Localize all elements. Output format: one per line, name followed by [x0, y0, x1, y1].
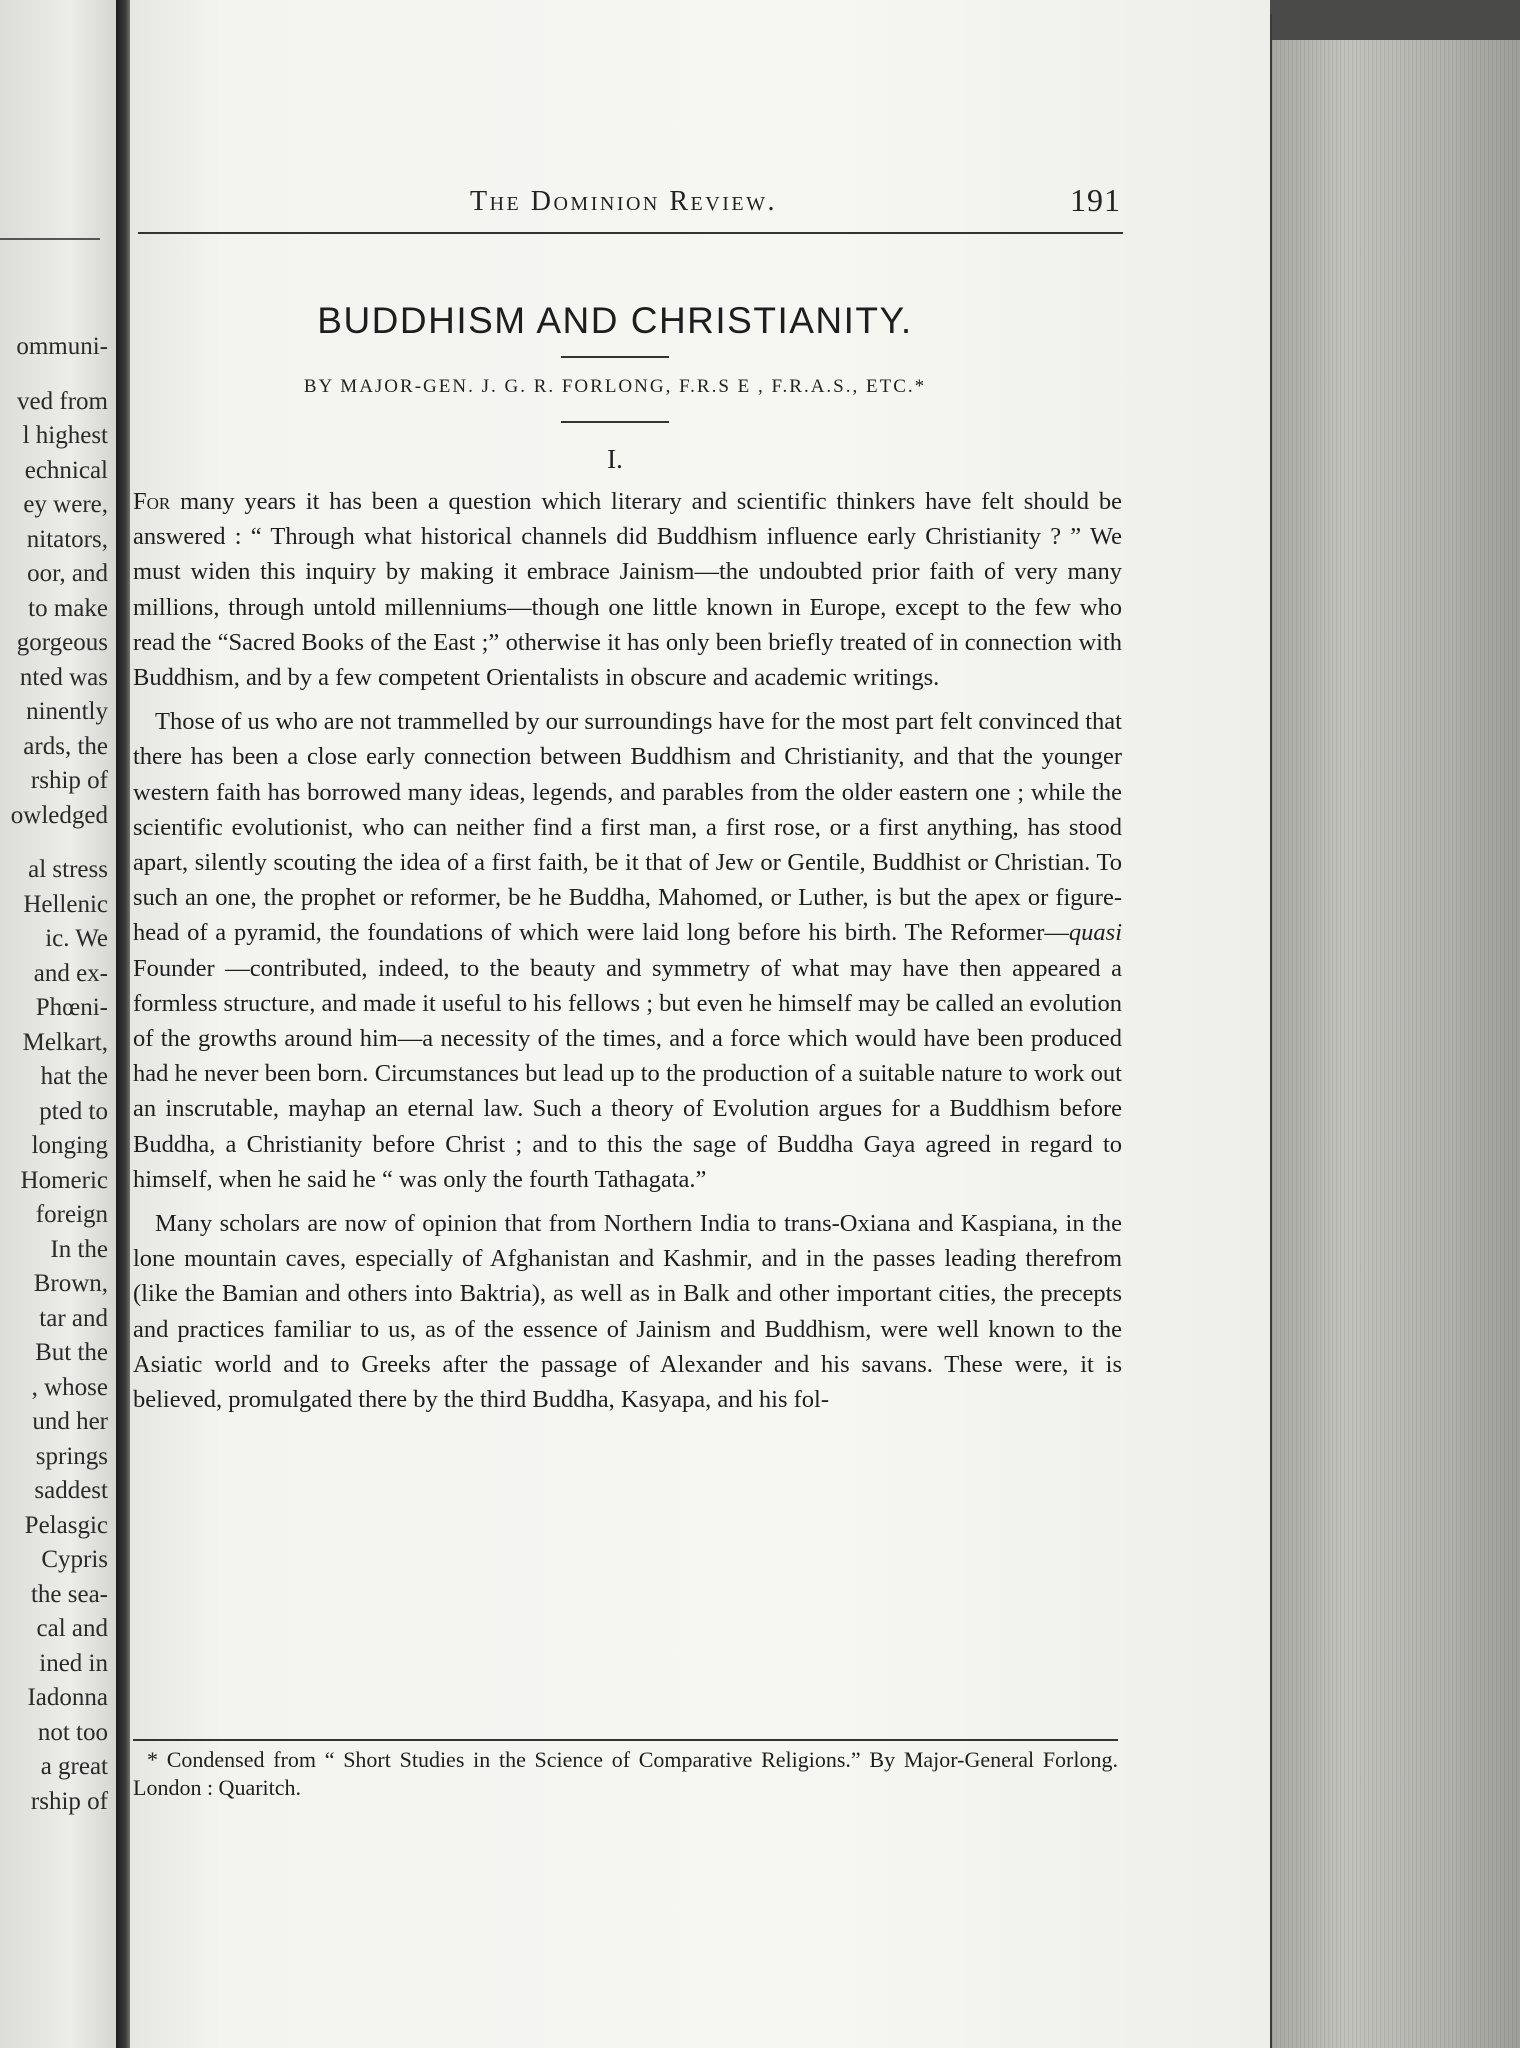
paragraph-3: Many scholars are now of opinion that from Northern India to trans-Oxiana and Kaspiana, in the lone mountain caves, especially of Afghanistan and Kashmir, and in the passes leading therefrom (like the Bamian and others into Baktria), as well as in Balk and other important cities, the precepts and practices familiar to us, as of the essence of Jainism and Buddhism, were well known to the Asiatic world and to Greeks after the passage of Alexander and his savans. These were, it is believed, promulgated there by the third Buddha, Kasyapa, and his fol-	[133, 1210, 1122, 1414]
facing-page-line: , whose	[31, 1373, 108, 1401]
facing-page-line: Melkart,	[22, 1028, 108, 1056]
facing-page-line: nitators,	[26, 525, 108, 553]
title-rule	[561, 356, 669, 358]
page-number: 191	[1070, 182, 1121, 218]
facing-page-line: Cypris	[41, 1546, 108, 1573]
facing-page-line: In the	[50, 1235, 108, 1263]
facing-page-line: Iadonna	[27, 1684, 108, 1711]
facing-page-rule	[0, 238, 100, 240]
paragraph-2-italic: quasi	[1068, 919, 1122, 947]
footnote: * Condensed from “ Short Studies in the Science of Comparative Religions.” By Major-General Forlong. London : Quaritch.	[133, 1747, 1118, 1800]
facing-page-line: But the	[35, 1339, 108, 1366]
facing-page-line: nted was	[19, 663, 108, 691]
facing-page-line: ey were,	[23, 491, 108, 518]
facing-page-line: Brown,	[33, 1270, 108, 1297]
facing-page-line: ninently	[26, 698, 108, 725]
article-byline: BY MAJOR-GEN. J. G. R. FORLONG, F.R.S E , F.R.A.S., ETC.*	[303, 376, 927, 397]
facing-page-line: saddest	[34, 1477, 108, 1504]
facing-page-line: springs	[35, 1442, 108, 1470]
paragraph-2	[133, 704, 1122, 1197]
facing-page-line: Hellenic	[23, 890, 108, 918]
section-number: I.	[607, 444, 623, 474]
page-header	[140, 182, 1125, 232]
facing-page-line: pted to	[39, 1097, 108, 1125]
facing-page-line: oor, and	[27, 560, 108, 587]
facing-page-line: a great	[40, 1753, 108, 1780]
facing-page-line: gorgeous	[16, 629, 108, 656]
facing-page-line: foreign	[35, 1201, 108, 1228]
facing-page-line: ved from	[17, 387, 108, 415]
footnote-rule	[133, 1739, 1118, 1741]
article-title: BUDDHISM AND CHRISTIANITY.	[317, 300, 913, 341]
facing-page-line: to make	[28, 594, 108, 622]
facing-page-line: Pelasgic	[24, 1511, 108, 1539]
facing-page-text	[11, 330, 108, 1819]
facing-page-line: ic. We	[45, 925, 108, 952]
facing-page-line: ards, the	[23, 732, 108, 760]
header-rule	[138, 232, 1123, 234]
facing-page-line: al stress	[28, 856, 108, 883]
facing-page-line: ommuni-	[16, 333, 108, 360]
facing-page-line	[11, 833, 108, 853]
facing-page-line: und her	[32, 1408, 108, 1435]
facing-page-line: cal and	[36, 1615, 108, 1642]
facing-page-line: hat the	[40, 1063, 108, 1090]
facing-page-line: not too	[37, 1718, 108, 1746]
facing-page-line: the sea-	[30, 1580, 108, 1608]
page-edge-block	[1272, 0, 1520, 2048]
running-head: The Dominion Review.	[470, 186, 777, 217]
paragraph-2-text-b: Founder —contributed, indeed, to the beauty and symmetry of what may have then appeared a formless structure, and made it useful to his fellows ; but even he himself may be called an evolution of the growths around him—a necessity of the times, and a force which would have been produced had he never been born. Circumstances but lead up to the production of a suitable nature to work out an inscrutable, mayhap an eternal law. Such a theory of Evolution argues for a Buddhism before Buddha, a Christianity before Christ ; and to this the sage of Buddha Gaya agreed in regard to himself, when he said he “ was only the fourth Tathagata.”	[133, 954, 1122, 1193]
facing-page-line: l highest	[22, 422, 108, 449]
facing-page-line: Phœni-	[35, 994, 108, 1021]
facing-page-line: rship of	[30, 767, 108, 794]
facing-page-line: ined in	[39, 1649, 108, 1677]
byline-rule	[561, 421, 669, 423]
facing-page-fragment	[0, 0, 118, 2048]
paragraph-1-lead: For	[133, 488, 171, 515]
facing-page-line: longing	[31, 1132, 108, 1159]
facing-page-line: echnical	[24, 456, 108, 484]
paragraph-1	[133, 484, 1122, 695]
facing-page-line: Homeric	[20, 1166, 108, 1194]
facing-page-line: owledged	[10, 801, 108, 829]
paragraph-2-text-a: Those of us who are not trammelled by our surroundings have for the most part felt convinced that there has been a close early connection between Buddhism and Christianity, and that the younger western faith has borrowed many ideas, legends, and parables from the older eastern one ; while the scientific evolutionist, who can neither find a first man, a first rose, or a first anything, has stood apart, silently scouting the idea of a first faith, be it that of Jew or Gentile, Buddhist or Christian. To such an one, the prophet or reformer, be he Buddha, Mahomed, or Luther, is but the apex or figure-head of a pyramid, the foundations of which were laid long before his birth. The Reformer—	[133, 708, 1122, 947]
article-body	[133, 484, 1122, 1426]
facing-page-line	[11, 365, 108, 385]
paragraph-1-text: many years it has been a question which literary and scientific thinkers have felt should be answered : “ Through what historical channels did Buddhism influence early Christianity ? ” We must widen this inquiry by making it embrace Jainism—the undoubted prior faith of very many millions, through untold millenniums—though one little known in Europe, except to the few who read the “Sacred Books of the East ;” otherwise it has only been briefly treated of in connection with Buddhism, and by a few competent Orientalists in obscure and academic writings.	[133, 488, 1122, 692]
facing-page-line: and ex-	[33, 959, 108, 987]
facing-page-line: rship of	[30, 1787, 108, 1815]
facing-page-line: tar and	[39, 1304, 108, 1332]
